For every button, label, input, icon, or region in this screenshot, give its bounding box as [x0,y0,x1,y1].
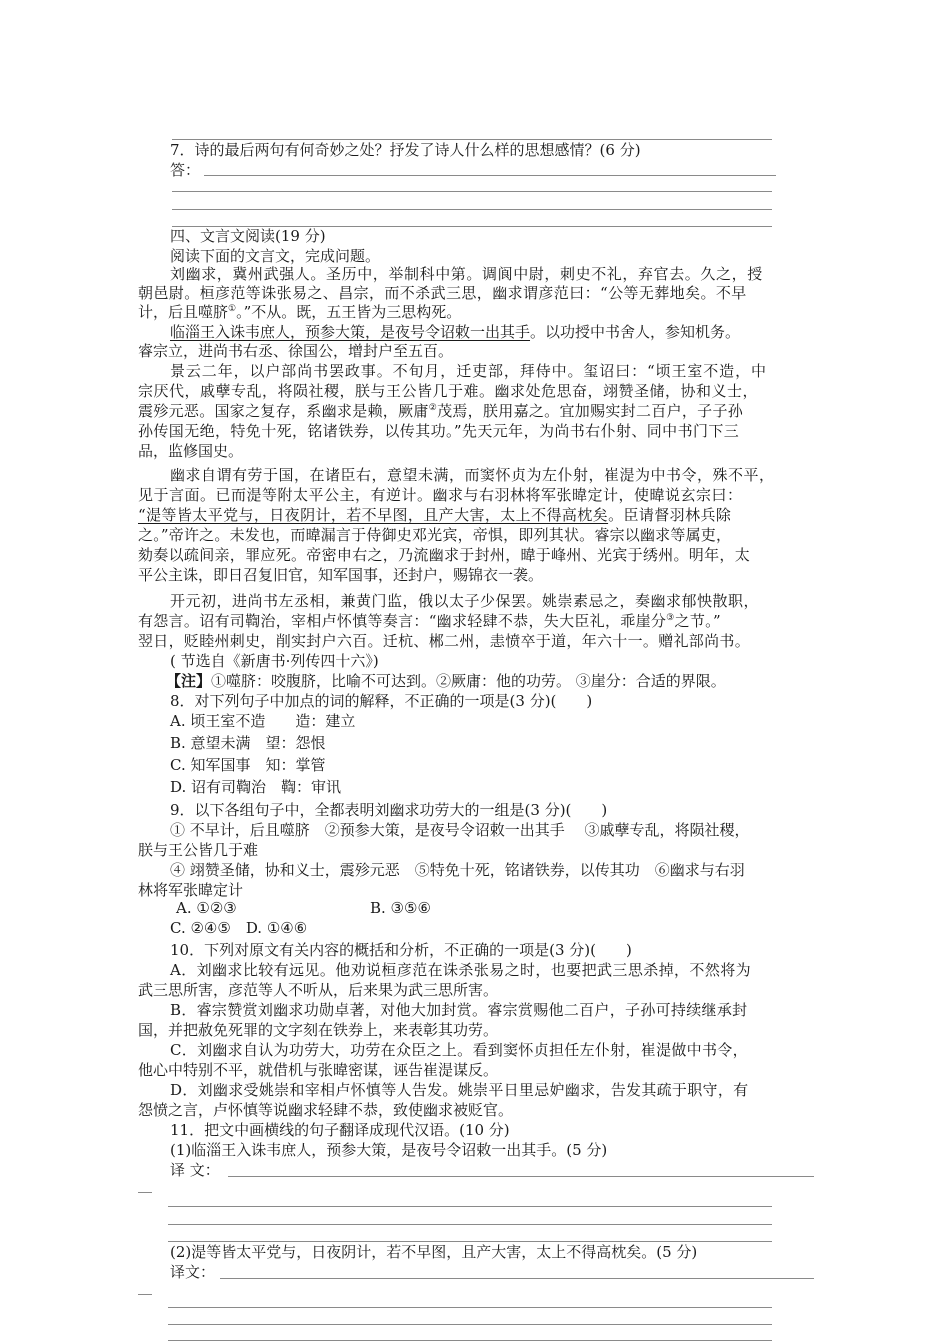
underlined-sentence-2: “湜等皆太平党与，日夜阴计，若不早图，且产大害，太上不得高枕矣 [138,506,609,524]
passage-line: 幽求自谓有劳于国，在诸臣右，意望未满，而窦怀贞为左仆射，崔湜为中书令，殊不平， [170,466,775,484]
answer-line[interactable] [168,1340,772,1341]
translate-sentence-1: (1)临淄王入诛韦庶人，预参大策，是夜号令诏敕一出其手。(5 分) [170,1141,608,1159]
passage-line: 震殄元恶。国家之复存，系幽求是赖，厥庸②茂焉，朕用嘉之。宜加赐实封二百户，子子孙 [138,402,744,420]
option-b-cont: 国，并把赦免死罪的文字刻在铁券上，来表彰其功劳。 [138,1021,499,1039]
footnote-marker: ② [428,403,438,413]
option-a[interactable]: A. 顷王室不造 造：建立 [170,712,356,730]
notes: 【注】①噬脐：咬腹脐，比喻不可达到。②厥庸：他的功劳。 ③崖分：合适的界限。 [166,672,726,690]
passage-line: 临淄王入诛韦庶人，预参大策，是夜号令诏敕一出其手。以功授中书舍人，参知机务。 [170,323,741,341]
answer-label: 答： [170,161,201,179]
option-c[interactable]: C．刘幽求自认为功劳大，功劳在众臣之上。看到窦怀贞担任左仆射，崔湜做中书令， [170,1041,748,1059]
question-10: 10．下列对原文有关内容的概括和分析，不正确的一项是(3 分)( ) [170,941,632,959]
question-8: 8．对下列句子中加点的词的解释，不正确的一项是(3 分)( ) [170,692,593,710]
option-a[interactable]: A. ①②③ [176,899,237,917]
passage-line: 劾奏以疏间亲，罪应死。帝密申右之，乃流幽求于封州，暐于峰州、光宾于绣州。明年，太 [138,546,751,564]
passage-line: 宗厌代，戚孽专乱，将陨社稷，朕与王公皆几于难。幽求处危思奋，翊赞圣储，协和义士， [138,382,759,400]
answer-line[interactable] [168,1224,772,1225]
q9-item-line: ④ 翊赞圣储，协和义士，震殄元恶 ⑤特免十死，铭诸铁券，以传其功 ⑥幽求与右羽 [170,861,745,879]
question-11: 11．把文中画横线的句子翻译成现代汉语。(10 分) [170,1121,510,1139]
q9-item-line: 朕与王公皆几于难 [138,841,259,859]
passage-line: 朝邑尉。桓彦范等诛张易之、昌宗，而不杀武三思，幽求谓彦范曰：“公等无葬地矣。不早 [138,284,747,302]
passage-line: 计，后且噬脐①。”不从。既，五王皆为三思构死。 [138,303,462,321]
question-7: 7．诗的最后两句有何奇妙之处？抒发了诗人什么样的思想感情？(6 分) [170,141,641,159]
answer-line[interactable] [168,1206,772,1207]
passage-line: 景云二年，以户部尚书罢政事。不旬月，迁吏部，拜侍中。玺诏曰：“顷王室不造，中 [170,362,767,380]
passage-line: 之。”帝许之。未发也，而暐漏言于侍御史邓光宾，帝惧，即列其状。睿宗以幽求等属吏， [138,526,732,544]
option-a[interactable]: A．刘幽求比较有远见。他劝说桓彦范在诛杀张易之时，也要把武三思杀掉，不然将为 [170,961,752,979]
section-title: 四、文言文阅读(19 分) [170,227,326,245]
q9-item-line: ① 不早计，后且噬脐 ②预参大策，是夜号令诏敕一出其手 ③戚孽专乱，将陨社稷， [170,821,750,839]
passage-line: “湜等皆太平党与，日夜阴计，若不早图，且产大害，太上不得高枕矣。臣请督羽林兵除 [138,506,732,524]
option-c-d[interactable]: C. ②④⑤ D. ①④⑥ [170,919,308,937]
q9-item-line: 林将军张暐定计 [138,881,244,899]
answer-line[interactable] [138,1294,152,1295]
footnote-marker: ③ [666,613,675,623]
option-b[interactable]: B. ③⑤⑥ [370,899,431,917]
option-b[interactable]: B. 意望未满 望：怨恨 [170,734,326,752]
answer-line[interactable] [220,1278,814,1279]
passage-line: 睿宗立，进尚书右丞、徐国公，增封户至五百。 [138,342,454,360]
answer-line[interactable] [172,209,772,210]
option-c-cont: 他心中特别不平，就借机与张暐密谋，诬告崔湜谋反。 [138,1061,499,1079]
option-c[interactable]: C. 知军国事 知：掌管 [170,756,326,774]
passage-line: 平公主诛，即日召复旧官，知军国事，还封户，赐锦衣一袭。 [138,566,544,584]
underlined-sentence-1: 临淄王入诛韦庶人，预参大策，是夜号令诏敕一出其手 [170,323,531,341]
translation-label: 译 文： [170,1161,220,1179]
footnote-marker: ① [228,304,237,314]
passage-line: 有怨言。诏有司鞫治，宰相卢怀慎等奏言：“幽求轻肆不恭，失大臣礼，乖崖分③之节。” [138,612,721,630]
question-9: 9．以下各组句子中，全都表明刘幽求功劳大的一组是(3 分)( ) [170,801,608,819]
section-intro: 阅读下面的文言文，完成问题。 [170,247,381,265]
answer-line[interactable] [168,1307,772,1308]
answer-line[interactable] [168,1324,772,1325]
option-d-cont: 怨愤之言，卢怀慎等说幽求轻肆不恭，致使幽求被贬官。 [138,1101,514,1119]
passage-line: 孙传国无绝，特免十死，铭诸铁券，以传其功。”先天元年，为尚书右仆射、同中书门下三 [138,422,740,440]
passage-line: 翌日，贬睦州刺史，削实封户六百。迁杭、郴二州，恚愤卒于道，年六十一。赠礼部尚书。 [138,632,751,650]
option-a-cont: 武三思所害，彦范等人不听从，后来果为武三思所害。 [138,981,499,999]
translate-sentence-2: (2)湜等皆太平党与，日夜阴计，若不早图，且产大害，太上不得高枕矣。(5 分) [170,1243,698,1261]
answer-line[interactable] [138,1192,152,1193]
passage-line: 刘幽求，冀州武强人。圣历中，举制科中第。调阆中尉，刺史不礼，弃官去。久之，授 [170,265,763,283]
passage-line: 见于言面。已而湜等附太平公主，有逆计。幽求与右羽林将军张暐定计，使暐说玄宗曰： [138,486,743,504]
answer-line[interactable] [204,175,776,176]
passage-line: 品，监修国史。 [138,442,244,460]
answer-line[interactable] [228,1176,814,1177]
answer-line[interactable] [172,191,772,192]
passage-source: ( 节选自《新唐书·列传四十六》) [170,652,379,670]
option-d[interactable]: D．刘幽求受姚崇和宰相卢怀慎等人告发。姚崇平日里忌妒幽求，告发其疏于职守，有 [170,1081,749,1099]
passage-line: 开元初，进尚书左丞相，兼黄门监，俄以太子少保罢。姚崇素忌之，奏幽求郁怏散职， [170,592,760,610]
option-b[interactable]: B．睿宗赞赏刘幽求功勋卓著，对他大加封赏。睿宗赏赐他二百户，子孙可持续继承封 [170,1001,748,1019]
option-d[interactable]: D. 诏有司鞫治 鞫：审讯 [170,778,342,796]
translation-label: 译文： [170,1263,216,1281]
